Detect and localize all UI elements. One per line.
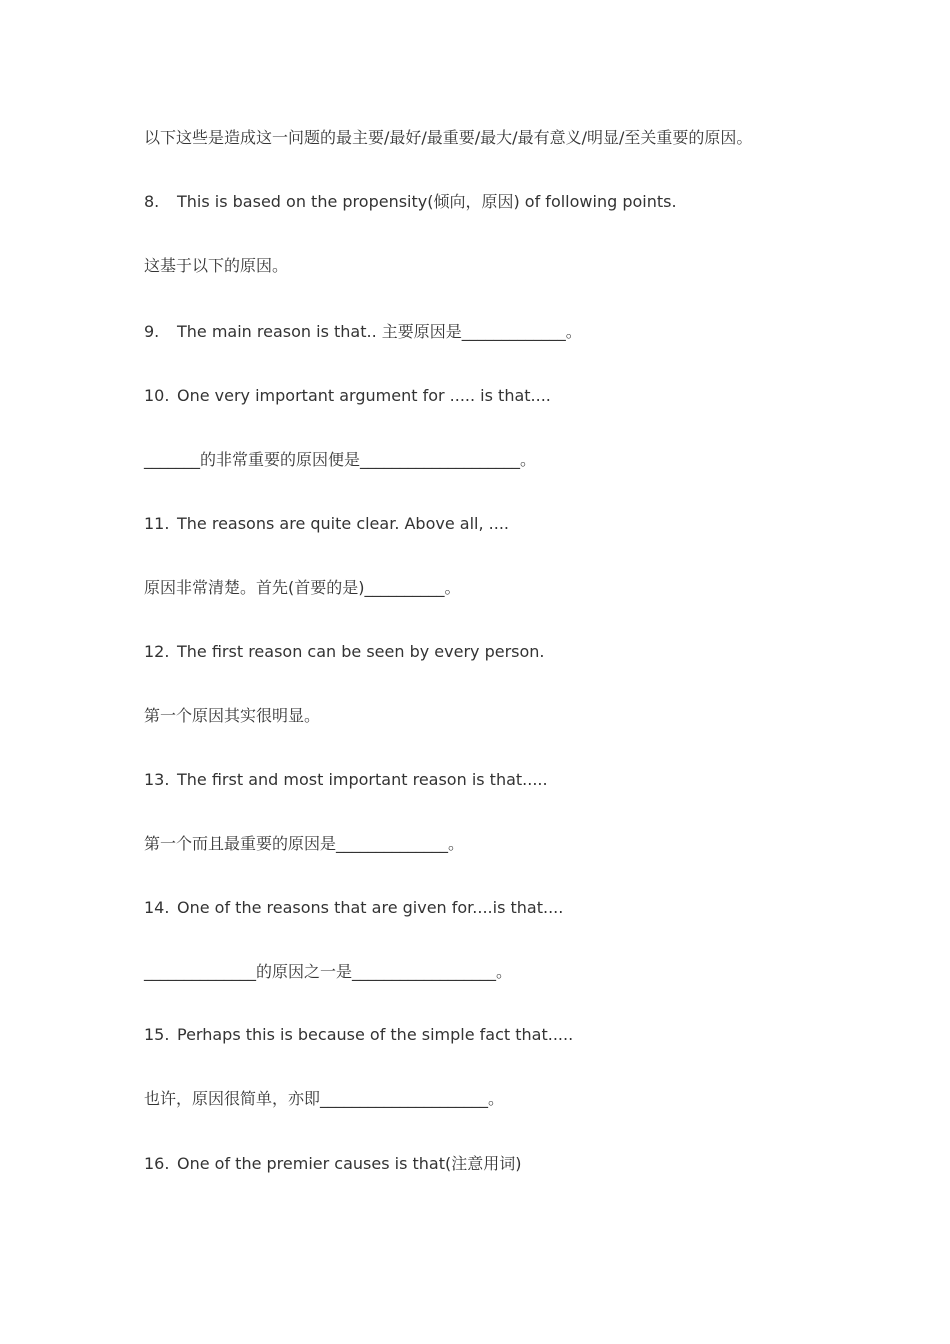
line-text: The reasons are quite clear. Above all, .... <box>177 514 509 533</box>
line-text: The first reason can be seen by every person. <box>177 642 545 661</box>
item-number: 14. <box>144 898 170 917</box>
item-number: 8. <box>144 192 160 211</box>
line-text: This is based on the propensity(倾向，原因) of following points. <box>177 192 677 211</box>
line-text: 以下这些是造成这一问题的最主要/最好/最重要/最大/最有意义/明显/至关重要的原因。 <box>144 128 753 147</box>
line-text: The first and most important reason is that..... <box>177 770 548 789</box>
item-12-cn <box>144 705 924 727</box>
item-number: 11. <box>144 514 170 533</box>
item-10-cn <box>144 449 924 471</box>
item-8-en <box>144 191 924 213</box>
line-text: _______的非常重要的原因便是____________________。 <box>144 450 537 469</box>
line-text: ______________的原因之一是__________________。 <box>144 962 513 981</box>
line-text: 第一个原因其实很明显。 <box>144 706 321 725</box>
item-number: 9. <box>144 322 160 341</box>
item-14-en <box>144 897 924 919</box>
item-15-cn <box>144 1088 924 1110</box>
line-text: One of the premier causes is that(注意用词) <box>177 1154 522 1173</box>
item-8-cn <box>144 255 924 277</box>
item-11-en <box>144 513 924 535</box>
item-number: 16. <box>144 1154 170 1173</box>
paragraph-intro-cn <box>144 127 924 149</box>
item-16-en <box>144 1153 924 1175</box>
item-number: 15. <box>144 1025 170 1044</box>
item-12-en <box>144 641 924 663</box>
item-9-en <box>144 321 924 343</box>
line-text: 第一个而且最重要的原因是______________。 <box>144 834 465 853</box>
line-text: Perhaps this is because of the simple fact that..... <box>177 1025 574 1044</box>
line-text: One very important argument for ..... is that.... <box>177 386 551 405</box>
item-15-en <box>144 1024 924 1046</box>
line-text: One of the reasons that are given for....is that.... <box>177 898 564 917</box>
line-text: 原因非常清楚。首先(首要的是)__________。 <box>144 578 461 597</box>
line-text: 也许，原因很简单，亦即_____________________。 <box>144 1089 505 1108</box>
line-text: 这基于以下的原因。 <box>144 256 289 275</box>
item-13-en <box>144 769 924 791</box>
item-10-en <box>144 385 924 407</box>
item-number: 13. <box>144 770 170 789</box>
line-text: The main reason is that.. 主要原因是_____________。 <box>177 322 582 341</box>
item-number: 10. <box>144 386 170 405</box>
item-11-cn <box>144 577 924 599</box>
item-13-cn <box>144 833 924 855</box>
item-number: 12. <box>144 642 170 661</box>
item-14-cn <box>144 961 924 983</box>
